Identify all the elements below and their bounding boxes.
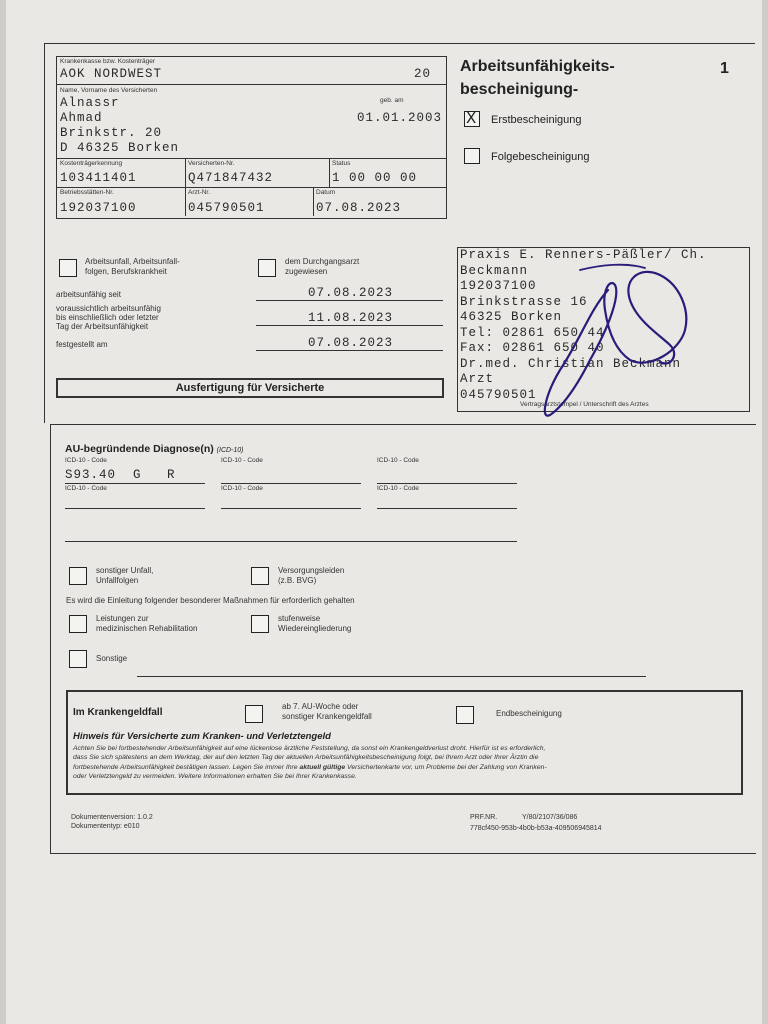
durchgangsarzt-label-1: dem Durchgangsarzt: [285, 257, 360, 266]
insurer-col-divider-2: [329, 158, 330, 187]
insured-last-name: Alnassr: [60, 96, 120, 110]
stufenweise-label-1: stufenweise: [278, 614, 321, 623]
krankengeld-title: Im Krankengeldfall: [73, 707, 163, 718]
icd-line-4: [65, 508, 205, 509]
folgebescheinigung-checkbox[interactable]: [464, 148, 480, 164]
insurer-name: AOK NORDWEST: [60, 67, 163, 81]
hinweis-title: Hinweis für Versicherte zum Kranken- und Verletztengeld: [73, 731, 331, 742]
stamp-bsnr: 192037100: [460, 279, 537, 293]
seit-label: arbeitsunfähig seit: [56, 290, 121, 299]
insurer-col-divider-1: [185, 158, 186, 216]
arbeitsunfall-label-1: Arbeitsunfall, Arbeitsunfall-: [85, 257, 180, 266]
diagnosis-title-text: AU-begründende Diagnose(n): [65, 443, 214, 455]
diagnosis-title: [65, 443, 244, 455]
insured-first-name: Ahmad: [60, 111, 103, 125]
ausfertigung-label: Ausfertigung für Versicherte: [175, 382, 325, 394]
hinweis-text: [73, 744, 735, 782]
massnahmen-text: Es wird die Einleitung folgender besonderer Maßnahmen für erforderlich gehalten: [66, 596, 355, 605]
status-label: Status: [332, 160, 351, 167]
insured-street: Brinkstr. 20: [60, 126, 163, 140]
erstbescheinigung-label: Erstbescheinigung: [491, 114, 582, 126]
insurer-label: Krankenkasse bzw. Kostenträger: [60, 58, 156, 65]
leistungen-label-1: Leistungen zur: [96, 614, 149, 623]
endbescheinigung-checkbox[interactable]: [456, 706, 474, 724]
icd-label-6: ICD-10 - Code: [377, 485, 419, 492]
stamp-doctor: Dr.med. Christian Beckmann: [460, 356, 682, 371]
sonstige-checkbox[interactable]: [69, 650, 87, 668]
icd-line-5: [221, 508, 361, 509]
bis-underline: [256, 325, 443, 326]
document-hash: 778cf450-953b-4b0b-b53a-409506945814: [470, 825, 602, 832]
stamp-city: 46325 Borken: [460, 310, 563, 324]
arzt-nr-label: Arzt-Nr.: [188, 189, 211, 196]
stamp-fax: Fax: 02861 650 40: [460, 341, 605, 355]
stamp-lanr: 045790501: [460, 387, 537, 402]
betriebsstaetten-label: Betriebsstätten-Nr.: [60, 189, 114, 196]
versorgungsleiden-label-1: Versorgungsleiden: [278, 566, 345, 575]
prf-value: Y/80/2107/36/086: [522, 814, 578, 821]
hinweis-line-3b: aktuell gültige: [299, 763, 346, 771]
stufenweise-label-2: Wiedereingliederung: [278, 624, 352, 633]
versicherten-nr-label: Versicherten-Nr.: [188, 160, 235, 167]
icd-label-2: ICD-10 - Code: [221, 457, 263, 464]
kostentraeger-label: Kostenträgerkennung: [60, 160, 123, 167]
ab-7-woche-label-2: sonstiger Krankengeldfall: [282, 712, 372, 721]
hinweis-line-4: oder Verletztengeld zu vermeiden. Weitere Informationen erhalten Sie bei Ihrer Krankenkasse.: [73, 773, 357, 781]
stamp-tel: Tel: 02861 650 44: [460, 325, 605, 340]
durchgangsarzt-checkbox[interactable]: [258, 259, 276, 277]
status-value: 1 00 00 00: [332, 171, 418, 185]
festgestellt-label: festgestellt am: [56, 340, 108, 349]
doc-version: Dokumentenversion: 1.0.2: [71, 814, 153, 821]
diagnosis-free-text-line: [65, 541, 517, 542]
arzt-nr-value: 045790501: [188, 201, 265, 215]
bis-label-2: bis einschließlich oder letzter: [56, 313, 159, 322]
form-left-border-lower: [50, 425, 51, 853]
prf-label: PRF.NR.: [470, 814, 498, 821]
form-left-border-upper: [44, 43, 45, 423]
stufenweise-checkbox[interactable]: [251, 615, 269, 633]
sonstiger-unfall-label-1: sonstiger Unfall,: [96, 566, 154, 575]
ab-7-woche-checkbox[interactable]: [245, 705, 263, 723]
erstbescheinigung-checkbox[interactable]: [464, 111, 480, 127]
checkbox-x-mark: X: [466, 109, 477, 127]
insured-city: D 46325 Borken: [60, 141, 180, 155]
insurer-code: 20: [414, 67, 432, 81]
hinweis-line-3: [73, 763, 735, 772]
hinweis-line-1: Achten Sie bei fortbestehender Arbeitsunfähigkeit auf eine lückenlose ärztliche Feststellung, da sonst ein Krankengeldverlust droht. Hierfür ist es erforderlich,: [73, 745, 546, 752]
insurer-divider-3: [57, 187, 446, 188]
page-number: 1: [720, 60, 729, 77]
doc-type: Dokumententyp: e010: [71, 823, 140, 830]
form-bottom-border: [50, 853, 756, 854]
insured-label: Name, Vorname des Versicherten: [60, 87, 158, 94]
ausfertigung-box: [56, 378, 444, 398]
betriebsstaetten-value: 192037100: [60, 201, 137, 215]
hinweis-line-3c: Versichertenkarte vor, um Probleme bei der Zahlung von Kranken-: [345, 763, 547, 771]
form-title-line2: bescheinigung-: [460, 81, 579, 98]
stamp-practice-2: Beckmann: [460, 263, 529, 278]
festgestellt-value: 07.08.2023: [308, 336, 394, 350]
versorgungsleiden-checkbox[interactable]: [251, 567, 269, 585]
form-top-border: [44, 43, 755, 44]
stamp-caption: Vertragsarztstempel / Unterschrift des Arztes: [520, 401, 649, 408]
stamp-practice: Praxis E. Renners-Päßler/ Ch.: [460, 248, 707, 262]
insurer-col-divider-3: [313, 187, 314, 216]
dob-label: geb. am: [380, 97, 404, 104]
icd-line-3: [377, 483, 517, 484]
sonstiger-unfall-label-2: Unfallfolgen: [96, 576, 139, 585]
sonstiger-unfall-checkbox[interactable]: [69, 567, 87, 585]
hinweis-line-2: dass Sie sich spätestens an dem Werktag, der auf den letzten Tag der aktuellen Arbeitsunfähigkeitsbescheinigung folgt, bei Ihrem Arzt oder Ihrer Ärztin die: [73, 754, 539, 762]
icd-line-2: [221, 483, 361, 484]
hinweis-line-3a: fortbestehende Arbeitsunfähigkeit bestätigen lassen. Legen Sie immer Ihre: [73, 763, 300, 771]
datum-value: 07.08.2023: [316, 201, 402, 215]
doctor-signature: [520, 250, 720, 425]
versicherten-nr-value: Q471847432: [188, 171, 274, 185]
arbeitsunfall-checkbox[interactable]: [59, 259, 77, 277]
durchgangsarzt-label-2: zugewiesen: [285, 267, 328, 276]
stamp-street: Brinkstrasse 16: [460, 294, 588, 309]
form-title-line1: Arbeitsunfähigkeits-: [460, 58, 615, 75]
leistungen-label-2: medizinischen Rehabilitation: [96, 624, 198, 633]
sonstige-line: [137, 676, 646, 677]
sonstige-label: Sonstige: [96, 654, 128, 663]
stamp-title: Arzt: [460, 372, 495, 386]
icd-label-4: ICD-10 - Code: [65, 485, 107, 492]
insurer-divider-2: [57, 158, 446, 159]
insurer-divider: [57, 84, 446, 85]
icd-label-1: ICD-10 - Code: [65, 457, 107, 464]
versorgungsleiden-label-2: (z.B. BVG): [278, 576, 317, 585]
endbescheinigung-label: Endbescheinigung: [496, 709, 562, 718]
bis-value: 11.08.2023: [308, 311, 394, 325]
seit-value: 07.08.2023: [308, 286, 394, 300]
insured-dob: 01.01.2003: [357, 111, 443, 125]
diagnosis-title-suffix: (ICD-10): [216, 447, 244, 454]
folgebescheinigung-label: Folgebescheinigung: [491, 151, 590, 163]
datum-label: Datum: [316, 189, 336, 196]
icd-label-3: ICD-10 - Code: [377, 457, 419, 464]
ab-7-woche-label-1: ab 7. AU-Woche oder: [282, 702, 359, 711]
bis-label-3: Tag der Arbeitsunfähigkeit: [56, 322, 149, 331]
bis-label-1: voraussichtlich arbeitsunfähig: [56, 304, 161, 313]
kostentraeger-value: 103411401: [60, 171, 137, 185]
icd-code-1: S93.40 G R: [65, 468, 176, 482]
leistungen-checkbox[interactable]: [69, 615, 87, 633]
icd-line-1: [65, 483, 205, 484]
icd-line-6: [377, 508, 517, 509]
festgestellt-underline: [256, 350, 443, 351]
arbeitsunfall-label-2: folgen, Berufskrankheit: [85, 267, 167, 276]
seit-underline: [256, 300, 443, 301]
icd-label-5: ICD-10 - Code: [221, 485, 263, 492]
